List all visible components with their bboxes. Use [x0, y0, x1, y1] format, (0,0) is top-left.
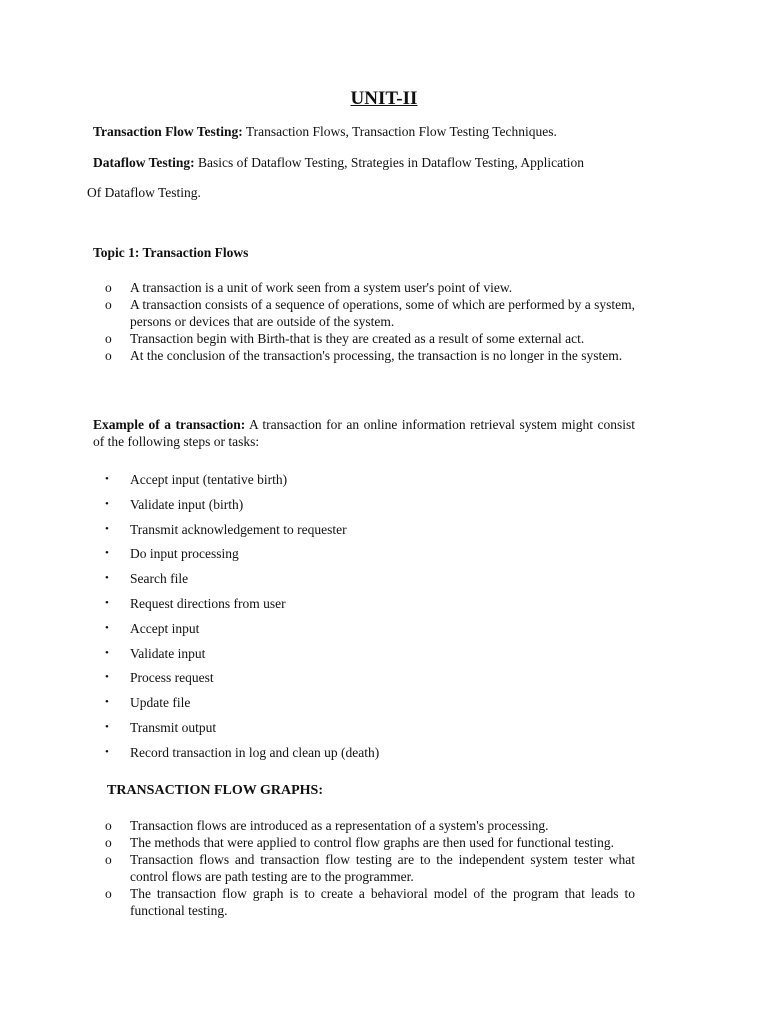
example-steps-list	[93, 471, 635, 769]
o-marker: o	[105, 297, 112, 312]
list-item: • Accept input	[105, 620, 200, 636]
list-item: • Record transaction in log and clean up (death)	[105, 744, 380, 760]
list-item: • Validate input	[105, 645, 206, 661]
list-item: o A transaction is a unit of work seen from a system user's point of view.	[105, 280, 513, 295]
topic1-list-block	[93, 279, 635, 364]
bullet-marker: •	[105, 646, 109, 659]
list-item: • Search file	[105, 571, 189, 587]
o-marker: o	[105, 818, 112, 833]
intro-line-tft	[93, 124, 557, 140]
dft-text: Basics of Dataflow Testing, Strategies in Dataflow Testing, Application	[194, 155, 585, 170]
bullet-marker: •	[105, 547, 109, 560]
graphs-heading: TRANSACTION FLOW GRAPHS:	[107, 783, 323, 798]
bullet-marker: •	[105, 497, 109, 510]
bullet-marker: •	[105, 596, 109, 609]
list-item: • Process request	[105, 670, 214, 686]
list-item: • Transmit output	[105, 719, 217, 735]
bullet-marker: •	[105, 522, 109, 535]
o-marker: o	[105, 886, 112, 901]
o-marker: o	[105, 331, 112, 346]
bullet-marker: •	[105, 473, 109, 485]
intro-line-dft	[93, 155, 584, 171]
list-item: • Do input processing	[105, 546, 239, 562]
topic1-heading: Topic 1: Transaction Flows	[93, 245, 249, 260]
o-marker: o	[105, 348, 112, 363]
list-item: o Transaction flows and transaction flow testing are to the independent system tester what control flows are path testing are to the programmer.	[105, 852, 635, 884]
tft-label: Transaction Flow Testing:	[93, 124, 243, 139]
bullet-marker: •	[105, 720, 109, 733]
graphs-list-block	[93, 817, 635, 919]
list-item: • Accept input (tentative birth)	[105, 472, 288, 487]
list-item: • Request directions from user	[105, 595, 286, 611]
dft-label: Dataflow Testing:	[93, 155, 195, 170]
list-item: • Update file	[105, 695, 191, 711]
tft-text: Transaction Flows, Transaction Flow Testing Techniques.	[242, 124, 557, 139]
list-item: o A transaction consists of a sequence of operations, some of which are performed by a system, persons or devices that are outside of the system.	[105, 297, 635, 329]
bullet-marker: •	[105, 621, 109, 634]
list-item: o The methods that were applied to control flow graphs are then used for functional testing.	[105, 835, 614, 850]
example-steps-block	[93, 471, 635, 769]
list-item: • Validate input (birth)	[105, 496, 244, 512]
example-text: A transaction for an online information retrieval system might consist of the following steps or tasks:	[93, 417, 635, 449]
bullet-marker: •	[105, 696, 109, 709]
bullet-marker: •	[105, 671, 109, 684]
list-item: o At the conclusion of the transaction's processing, the transaction is no longer in the system.	[105, 348, 623, 363]
bullet-marker: •	[105, 572, 109, 585]
list-item: o The transaction flow graph is to create a behavioral model of the program that leads to functional testing.	[105, 886, 635, 918]
list-item: o Transaction begin with Birth-that is they are created as a result of some external act.	[105, 331, 585, 346]
o-marker: o	[105, 835, 112, 850]
list-item: o Transaction flows are introduced as a representation of a system's processing.	[105, 818, 549, 833]
o-marker: o	[105, 852, 112, 867]
example-paragraph	[93, 416, 635, 450]
o-marker: o	[105, 280, 112, 295]
list-item: • Transmit acknowledgement to requester	[105, 521, 347, 537]
intro-line-dft-cont: Of Dataflow Testing.	[87, 185, 201, 200]
page-title: UNIT-II	[350, 88, 418, 109]
graphs-list	[93, 817, 635, 919]
topic1-list	[93, 279, 635, 364]
example-label: Example of a transaction:	[93, 417, 246, 432]
bullet-marker: •	[105, 745, 109, 758]
